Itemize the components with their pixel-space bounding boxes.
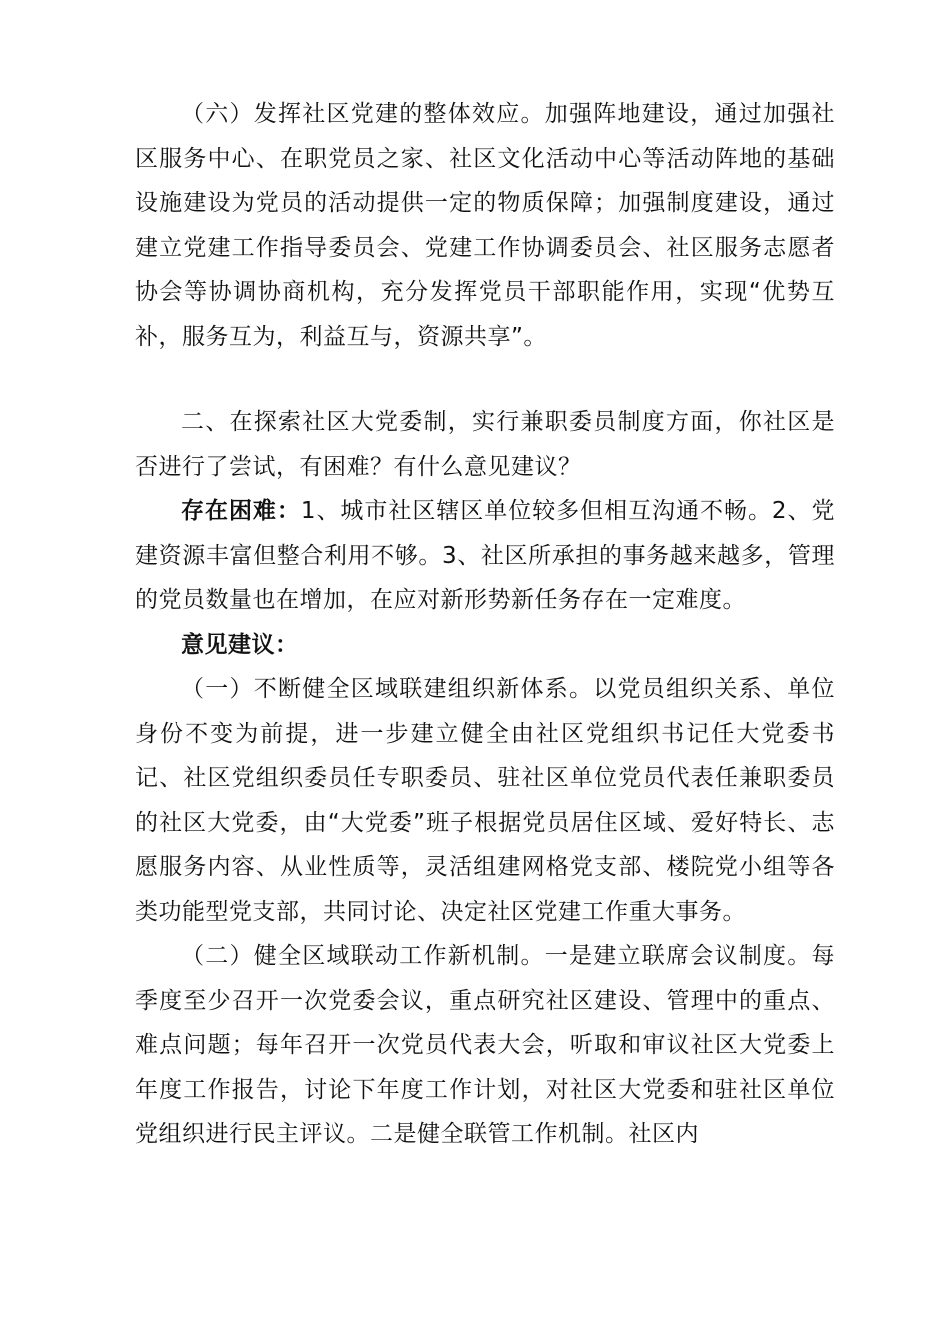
paragraph-text: （二）健全区域联动工作新机制。一是建立联席会议制度。每季度至少召开一次党委会议，重点研究社区建设、管理中的重点、难点问题；每年召开一次党员代表大会，听取和审议社区大党委上年度工作报告，讨论下年度工作计划，对社区大党委和驻社区单位党组织进行民主评议。二是健全联管工作机制。社区内 bbox=[135, 943, 835, 1147]
difficulties-label: 存在困难： bbox=[181, 498, 301, 524]
paragraph-text: 1、城市社区辖区单位较多但相互沟通不畅。2、党建资源丰富但整合利用不够。3、社区所承担的事务越来越多，管理的党员数量也在增加，在应对新形势新任务存在一定难度。 bbox=[135, 498, 835, 613]
paragraph-suggestions-heading bbox=[135, 623, 835, 668]
paragraph-text: 二、在探索社区大党委制，实行兼职委员制度方面，你社区是否进行了尝试，有困难？有什么意见建议？ bbox=[135, 409, 835, 480]
paragraph-difficulties bbox=[135, 489, 835, 623]
paragraph-suggestion-one bbox=[135, 667, 835, 934]
paragraph-suggestion-two bbox=[135, 934, 835, 1157]
paragraph-question-two bbox=[135, 400, 835, 489]
document-body bbox=[135, 92, 835, 1157]
paragraph-six-overall-effect bbox=[135, 92, 835, 359]
paragraph-text: （六）发挥社区党建的整体效应。加强阵地建设，通过加强社区服务中心、在职党员之家、社区文化活动中心等活动阵地的基础设施建设为党员的活动提供一定的物质保障；加强制度建设，通过建立党建工作指导委员会、党建工作协调委员会、社区服务志愿者协会等协调协商机构，充分发挥党员干部职能作用，实现“优势互补，服务互为，利益互与，资源共享”。 bbox=[135, 101, 835, 350]
suggestions-label: 意见建议： bbox=[181, 631, 299, 658]
paragraph-text: （一）不断健全区域联建组织新体系。以党员组织关系、单位身份不变为前提，进一步建立健全由社区党组织书记任大党委书记、社区党组织委员任专职委员、驻社区单位党员代表任兼职委员的社区大党委，由“大党委”班子根据党员居住区域、爱好特长、志愿服务内容、从业性质等，灵活组建网格党支部、楼院党小组等各类功能型党支部，共同讨论、决定社区党建工作重大事务。 bbox=[135, 676, 835, 925]
